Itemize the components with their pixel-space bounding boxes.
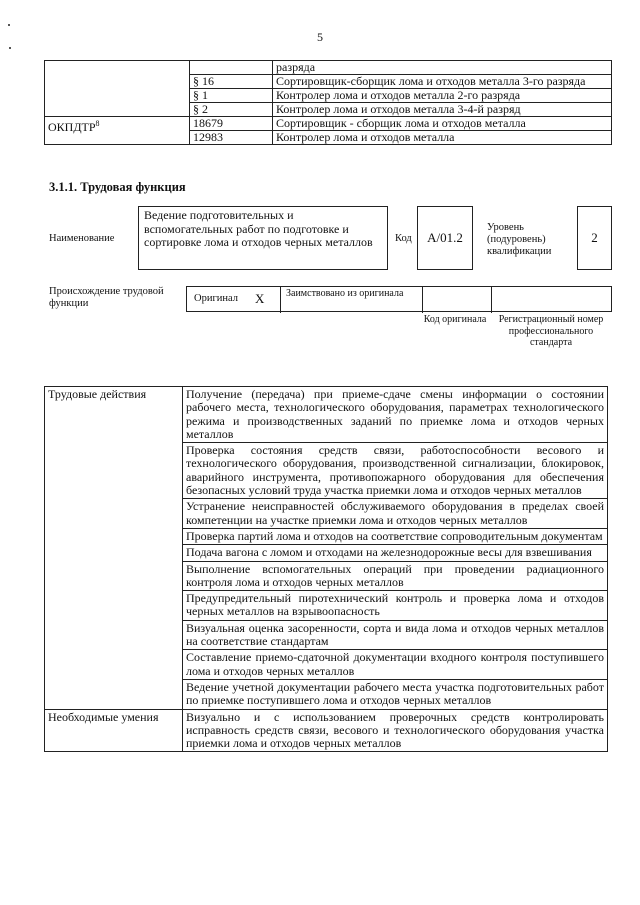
- name-label: Наименование: [49, 233, 115, 244]
- okpdtr-cell: [45, 117, 190, 145]
- codes-table: [44, 60, 612, 145]
- origin-table: [186, 286, 612, 312]
- table-cell: § 1: [190, 89, 273, 103]
- labor-action-item: Подача вагона с ломом и отходами на железнодорожные весы для взвешивания: [183, 545, 608, 561]
- labor-action-item: Ведение учетной документации рабочего места участка подготовительных работ по приемке поступившего лома и отходов черных металлов: [183, 679, 608, 709]
- table-cell: разряда: [273, 61, 612, 75]
- table-row: [45, 387, 608, 443]
- skills-label: Необходимые умения: [45, 709, 183, 752]
- table-cell: [45, 61, 190, 117]
- original-label: Оригинал: [194, 293, 238, 304]
- labor-action-item: Составление приемо-сдаточной документации входного контроля поступившего лома и отходов черных металлов: [183, 650, 608, 680]
- original-cell: [187, 287, 281, 313]
- table-cell: Контролер лома и отходов металла 2-го разряда: [273, 89, 612, 103]
- table-cell: § 16: [190, 75, 273, 89]
- labor-action-item: Визуальная оценка засоренности, сорта и вида лома и отходов черных металлов на соответствие стандартам: [183, 620, 608, 650]
- labor-action-item: Получение (передача) при приеме-сдаче смены информации о состоянии рабочего места, технологического оборудования, параметрах технологического режима и производственных заданий по приемке лома и отходов черных металлов: [183, 387, 608, 443]
- table-cell: 18679: [190, 117, 273, 131]
- labor-function-table: [44, 386, 608, 752]
- function-name-box: Ведение подготовительных и вспомогательных работ по подготовке и сортировке лома и отходов черных металлов: [138, 206, 388, 270]
- table-cell: Сортировщик-сборщик лома и отходов металла 3-го разряда: [273, 75, 612, 89]
- function-code-box: [417, 206, 473, 270]
- labor-action-item: Устранение неисправностей обслуживаемого оборудования в пределах своей компетенции на участке приемки лома и отходов черных металлов: [183, 499, 608, 529]
- code-original-caption: Код оригинала: [423, 314, 487, 325]
- table-cell: 12983: [190, 131, 273, 145]
- skill-item: Визуально и с использованием проверочных средств контролировать исправность средств связи, весового и технологического оборудования участка приемки лома и отходов черных металлов: [183, 709, 608, 752]
- code-label: Код: [395, 233, 412, 244]
- labor-actions-label: Трудовые действия: [45, 387, 183, 710]
- labor-action-item: Предупредительный пиротехнический контроль и проверка лома и отходов черных металлов на взрывоопасность: [183, 591, 608, 621]
- page-number: 5: [317, 30, 323, 44]
- table-row: [45, 117, 612, 131]
- original-mark: X: [255, 291, 265, 306]
- reg-number-caption: Регистрационный номер профессионального стандарта: [498, 314, 604, 348]
- table-row: [45, 61, 612, 75]
- table-row: [45, 709, 608, 752]
- reg-number-cell: [492, 287, 611, 313]
- level-value: 2: [591, 230, 598, 245]
- scan-dot: [8, 24, 10, 26]
- function-code: А/01.2: [427, 230, 463, 245]
- borrowed-label: Заимствовано из оригинала: [286, 288, 404, 299]
- table-cell: Сортировщик - сборщик лома и отходов металла: [273, 117, 612, 131]
- level-label: Уровень (подуровень) квалификации: [487, 222, 552, 257]
- code-original-cell: [423, 287, 492, 313]
- scan-dot: [9, 47, 11, 49]
- borrowed-cell: [281, 287, 423, 313]
- table-cell: [190, 61, 273, 75]
- section-heading: 3.1.1. Трудовая функция: [49, 180, 186, 194]
- table-cell: § 2: [190, 103, 273, 117]
- footnote-mark: 8: [95, 119, 100, 128]
- okpdtr-label: ОКПДТР: [48, 120, 96, 134]
- origin-label: Происхождение трудовой функции: [49, 286, 164, 309]
- labor-action-item: Проверка состояния средств связи, работоспособности весового и технологического оборудования, производственной сигнализации, блокировок, аварийного инструмента, противопожарного оборудования для обеспечения безопасных условий труда участка приемки лома и отходов черных металлов: [183, 443, 608, 499]
- table-cell: Контролер лома и отходов металла: [273, 131, 612, 145]
- table-cell: Контролер лома и отходов металла 3-4-й разряд: [273, 103, 612, 117]
- level-box: [577, 206, 612, 270]
- labor-action-item: Выполнение вспомогательных операций при проведении радиационного контроля лома и отходов черных металлов: [183, 561, 608, 591]
- labor-action-item: Проверка партий лома и отходов на соответствие сопроводительным документам: [183, 528, 608, 544]
